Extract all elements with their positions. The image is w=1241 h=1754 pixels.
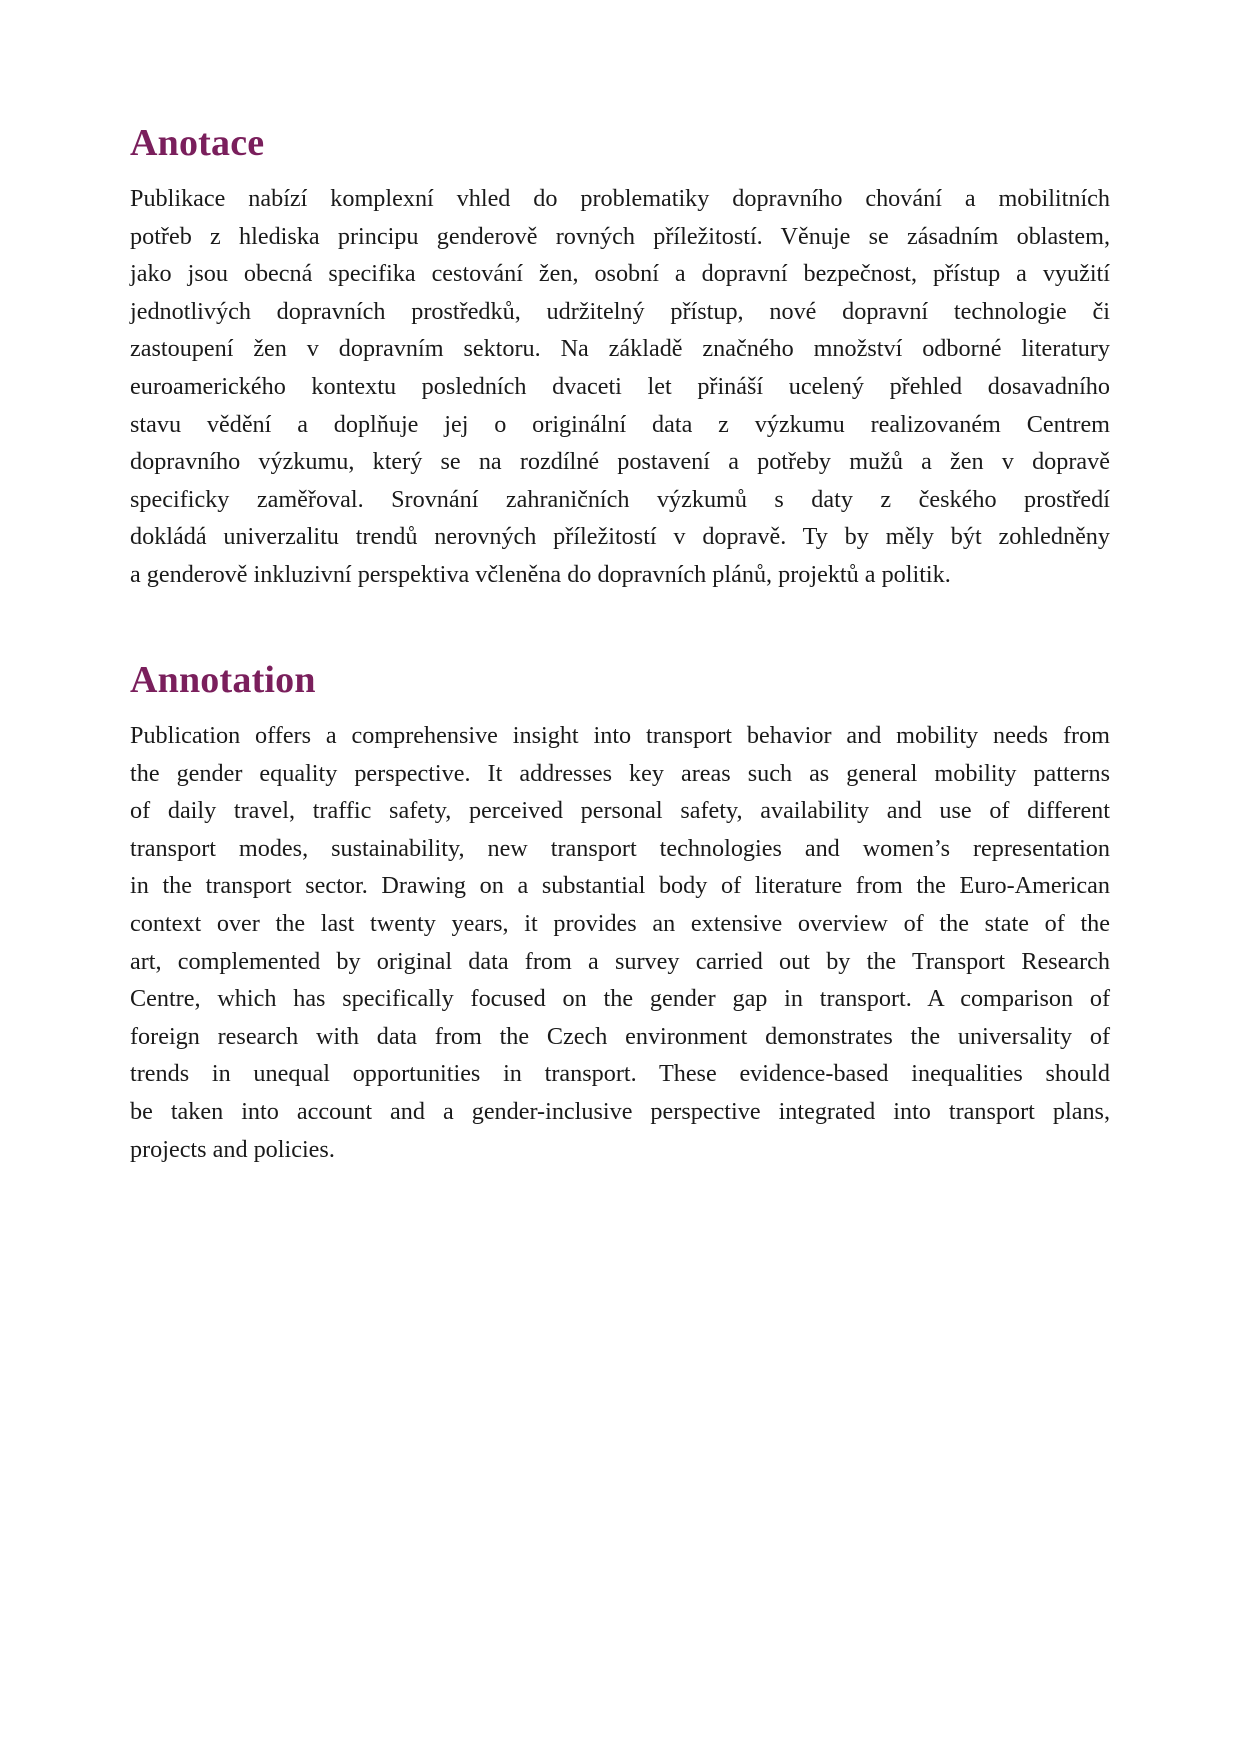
text-line: jako jsou obecná specifika cestování žen, osobní a dopravní bezpečnost, přístup a využití	[130, 260, 1110, 288]
text-line: art, complemented by original data from a survey carried out by the Transport Research	[130, 947, 1110, 975]
text-line: dokládá univerzalitu trendů nerovných příležitostí v dopravě. Ty by měly být zohledněny	[130, 523, 1110, 551]
paragraph-anotace	[130, 180, 1110, 594]
text-line: projects and policies.	[130, 1135, 335, 1163]
text-line: transport modes, sustainability, new transport technologies and women’s representation	[130, 834, 1110, 862]
text-line: jednotlivých dopravních prostředků, udržitelný přístup, nové dopravní technologie či	[130, 297, 1110, 325]
text-line: Publikace nabízí komplexní vhled do problematiky dopravního chování a mobilitních	[130, 185, 1110, 212]
text-line: Publication offers a comprehensive insight into transport behavior and mobility needs from	[130, 722, 1110, 749]
text-line: be taken into account and a gender-inclusive perspective integrated into transport plans,	[130, 1097, 1110, 1125]
text-line: the gender equality perspective. It addresses key areas such as general mobility patterns	[130, 759, 1110, 787]
text-line: in the transport sector. Drawing on a substantial body of literature from the Euro-American	[130, 872, 1110, 900]
text-line: euroamerického kontextu posledních dvaceti let přináší ucelený přehled dosavadního	[130, 372, 1110, 400]
text-line: trends in unequal opportunities in transport. These evidence-based inequalities should	[130, 1060, 1110, 1088]
text-line: a genderově inkluzivní perspektiva včleněna do dopravních plánů, projektů a politik.	[130, 560, 951, 588]
text-line: of daily travel, traffic safety, perceived personal safety, availability and use of different	[130, 797, 1110, 825]
section-heading-anotace: Anotace	[130, 122, 265, 164]
text-line: foreign research with data from the Czech environment demonstrates the universality of	[130, 1022, 1110, 1050]
text-line: dopravního výzkumu, který se na rozdílné postavení a potřeby mužů a žen v dopravě	[130, 448, 1110, 476]
text-line: context over the last twenty years, it provides an extensive overview of the state of the	[130, 909, 1110, 937]
text-line: specificky zaměřoval. Srovnání zahraničních výzkumů s daty z českého prostředí	[130, 485, 1110, 513]
section-heading-annotation: Annotation	[130, 659, 316, 701]
paragraph-annotation	[130, 717, 1110, 1168]
text-line: potřeb z hlediska principu genderově rovných příležitostí. Věnuje se zásadním oblastem,	[130, 222, 1110, 250]
text-line: zastoupení žen v dopravním sektoru. Na základě značného množství odborné literatury	[130, 335, 1110, 363]
text-line: stavu vědění a doplňuje jej o originální data z výzkumu realizovaném Centrem	[130, 410, 1110, 438]
text-line: Centre, which has specifically focused on the gender gap in transport. A comparison of	[130, 985, 1110, 1013]
